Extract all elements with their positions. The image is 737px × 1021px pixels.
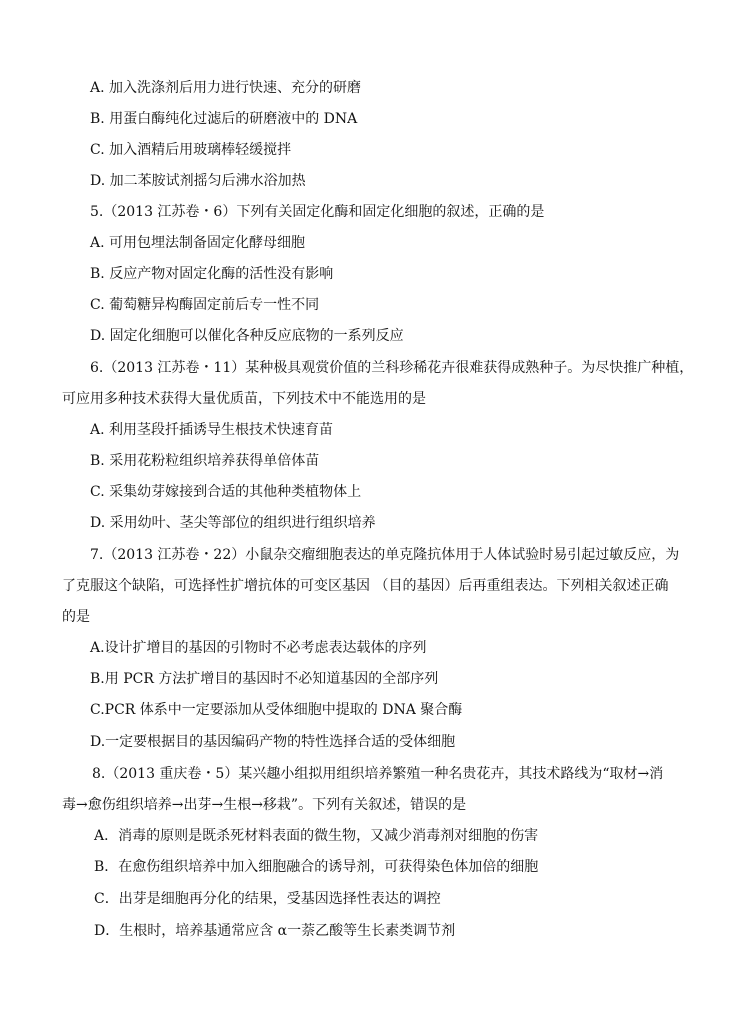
q5-stem: 5.（2013 江苏卷・6）下列有关固定化酶和固定化细胞的叙述，正确的是 xyxy=(90,204,545,220)
q6-stem-line1: 6.（2013 江苏卷・11）某种极具观赏价值的兰科珍稀花卉很难获得成熟种子。为尽快推广种植， xyxy=(90,360,694,376)
q6-stem-line2: 可应用多种技术获得大量优质苗，下列技术中不能选用的是 xyxy=(62,391,426,407)
q6-option-a: A. 利用茎段扦插诱导生根技术快速育苗 xyxy=(90,422,334,438)
q8-option-d: D．生根时，培养基通常应含 α一萘乙酸等生长素类调节剂 xyxy=(94,923,456,939)
q8-stem-line1: 8.（2013 重庆卷・5）某兴趣小组拟用组织培养繁殖一种名贵花卉，其技术路线为“取材→消 xyxy=(92,766,664,782)
q7-stem-line1: 7.（2013 江苏卷・22）小鼠杂交瘤细胞表达的单克隆抗体用于人体试验时易引起过敏反应，为 xyxy=(90,547,680,563)
q5-option-b: B. 反应产物对固定化酶的活性没有影响 xyxy=(90,266,334,282)
q4-option-c: C. 加入酒精后用玻璃棒轻缓搅拌 xyxy=(90,142,292,158)
q6-option-c: C. 采集幼芽嫁接到合适的其他种类植物体上 xyxy=(90,484,362,500)
q8-option-a: A．消毒的原则是既杀死材料表面的微生物，又减少消毒剂对细胞的伤害 xyxy=(94,828,539,844)
q7-option-b: B.用 PCR 方法扩增目的基因时不必知道基因的全部序列 xyxy=(90,671,439,687)
q5-option-c: C. 葡萄糖异构酶固定前后专一性不同 xyxy=(90,297,320,313)
q8-option-c: C．出芽是细胞再分化的结果，受基因选择性表达的调控 xyxy=(94,891,441,907)
q4-option-b: B. 用蛋白酶纯化过滤后的研磨液中的 DNA xyxy=(90,111,358,127)
q7-option-c: C.PCR 体系中一定要添加从受体细胞中提取的 DNA 聚合酶 xyxy=(90,702,463,718)
q5-option-d: D. 固定化细胞可以催化各种反应底物的一系列反应 xyxy=(90,328,404,344)
q7-option-d: D.一定要根据目的基因编码产物的特性选择合适的受体细胞 xyxy=(90,734,456,750)
q8-option-b: B．在愈伤组织培养中加入细胞融合的诱导剂，可获得染色体加倍的细胞 xyxy=(94,859,539,875)
q6-option-b: B. 采用花粉粒组织培养获得单倍体苗 xyxy=(90,453,320,469)
q7-stem-line3: 的是 xyxy=(62,609,90,625)
q4-option-a: A. 加入洗涤剂后用力进行快速、充分的研磨 xyxy=(90,80,362,96)
q7-stem-line2: 了克服这个缺陷，可选择性扩增抗体的可变区基因 （目的基因）后再重组表达。下列相关叙述正确 xyxy=(62,578,669,594)
q6-option-d: D. 采用幼叶、茎尖等部位的组织进行组织培养 xyxy=(90,515,376,531)
q8-stem-line2: 毒→愈伤组织培养→出芽→生根→移栽”。下列有关叙述，错误的是 xyxy=(62,797,467,813)
q5-option-a: A. 可用包埋法制备固定化酵母细胞 xyxy=(90,235,306,251)
q4-option-d: D. 加二苯胺试剂摇匀后沸水浴加热 xyxy=(90,173,306,189)
q7-option-a: A.设计扩增目的基因的引物时不必考虑表达载体的序列 xyxy=(90,640,427,656)
